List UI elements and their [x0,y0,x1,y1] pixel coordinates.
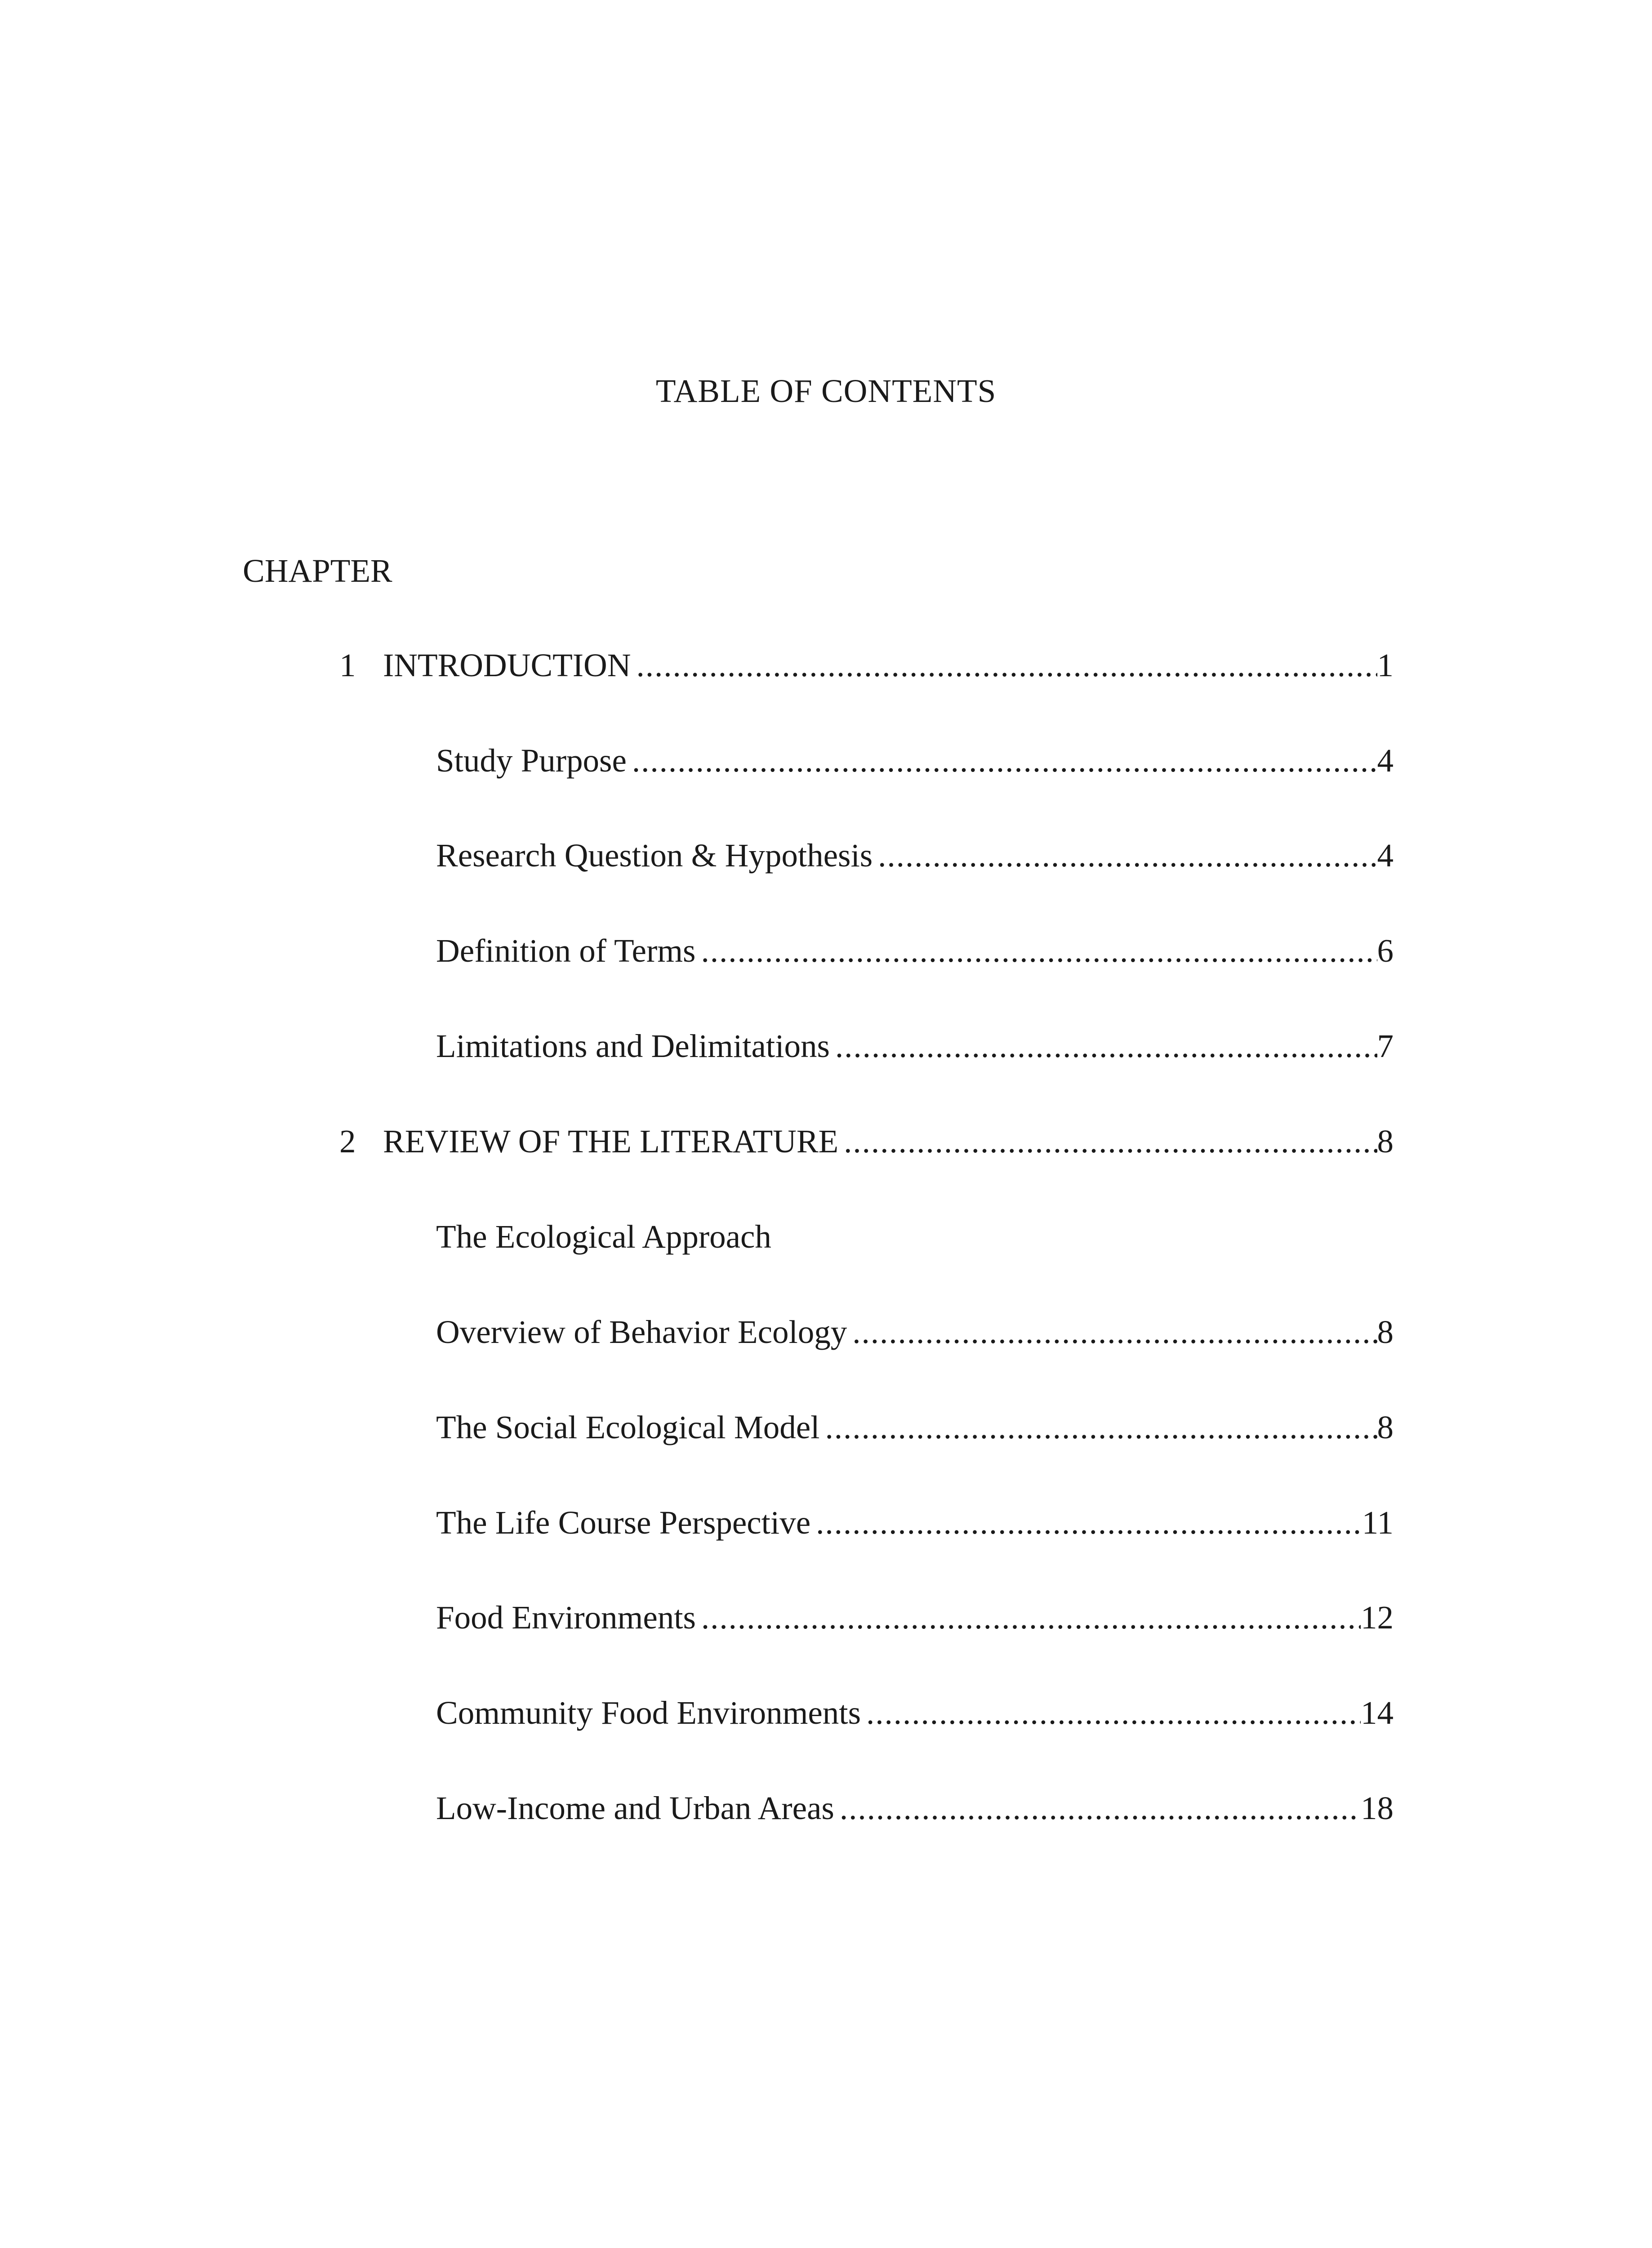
toc-entry-social-ecological-model [436,1407,1394,1448]
toc-entry-research-question [436,835,1394,876]
chapter-number: 1 [339,647,356,683]
toc-entry-review-of-literature [339,1121,1394,1162]
page-title: TABLE OF CONTENTS [655,373,997,409]
dot-leader [852,1312,1377,1352]
toc-entry-title: Overview of Behavior Ecology [436,1314,847,1350]
toc-entry-study-purpose [436,740,1394,781]
dot-leader [701,931,1377,971]
dot-leader [835,1026,1377,1066]
page-number: 4 [1377,837,1394,874]
chapter-number: 2 [339,1123,356,1160]
page-number: 11 [1362,1504,1394,1541]
toc-entry-definition-of-terms [436,931,1394,971]
toc-entry-title: Limitations and Delimitations [436,1028,830,1064]
dot-leader [840,1788,1361,1829]
page-number: 6 [1377,932,1394,969]
toc-entry-community-food [436,1693,1394,1733]
dot-leader [701,1597,1361,1638]
toc-entry-food-environments [436,1597,1394,1638]
page-number: 1 [1377,647,1394,683]
toc-entry-title: Food Environments [436,1599,696,1636]
dot-leader [637,645,1377,686]
toc-entry-limitations [436,1026,1394,1066]
dot-leader [632,740,1377,781]
toc-entry-title: Community Food Environments [436,1695,861,1731]
dot-leader [844,1121,1377,1162]
toc-entry-title: Study Purpose [436,742,627,779]
toc-entry-title: The Social Ecological Model [436,1409,820,1445]
page-number: 14 [1361,1695,1394,1731]
page-number: 4 [1377,742,1394,779]
toc-entry-title: Low-Income and Urban Areas [436,1790,834,1826]
toc-entry-title: Definition of Terms [436,932,696,969]
toc-entry-life-course [436,1503,1394,1543]
toc-entry-title: INTRODUCTION [383,647,631,683]
page-number: 7 [1377,1028,1394,1064]
page-number: 12 [1361,1599,1394,1636]
dot-leader [816,1503,1362,1543]
toc-entry-title: The Life Course Perspective [436,1504,811,1541]
page-number: 18 [1361,1790,1394,1826]
toc-entry-title: The Ecological Approach [436,1218,771,1255]
page-number: 8 [1377,1409,1394,1445]
dot-leader [825,1407,1377,1448]
page-number: 8 [1377,1314,1394,1350]
toc-entry-title: REVIEW OF THE LITERATURE [383,1123,839,1160]
toc-entry-ecological-approach [436,1217,1394,1257]
toc-entry-behavior-ecology [436,1312,1394,1352]
toc-entry-title: Research Question & Hypothesis [436,837,873,874]
chapter-heading: CHAPTER [243,553,392,589]
dot-leader [878,835,1377,876]
page-number: 8 [1377,1123,1394,1160]
toc-entry-low-income-urban [436,1788,1394,1829]
dot-leader [866,1693,1361,1733]
toc-entry-introduction [339,645,1394,686]
